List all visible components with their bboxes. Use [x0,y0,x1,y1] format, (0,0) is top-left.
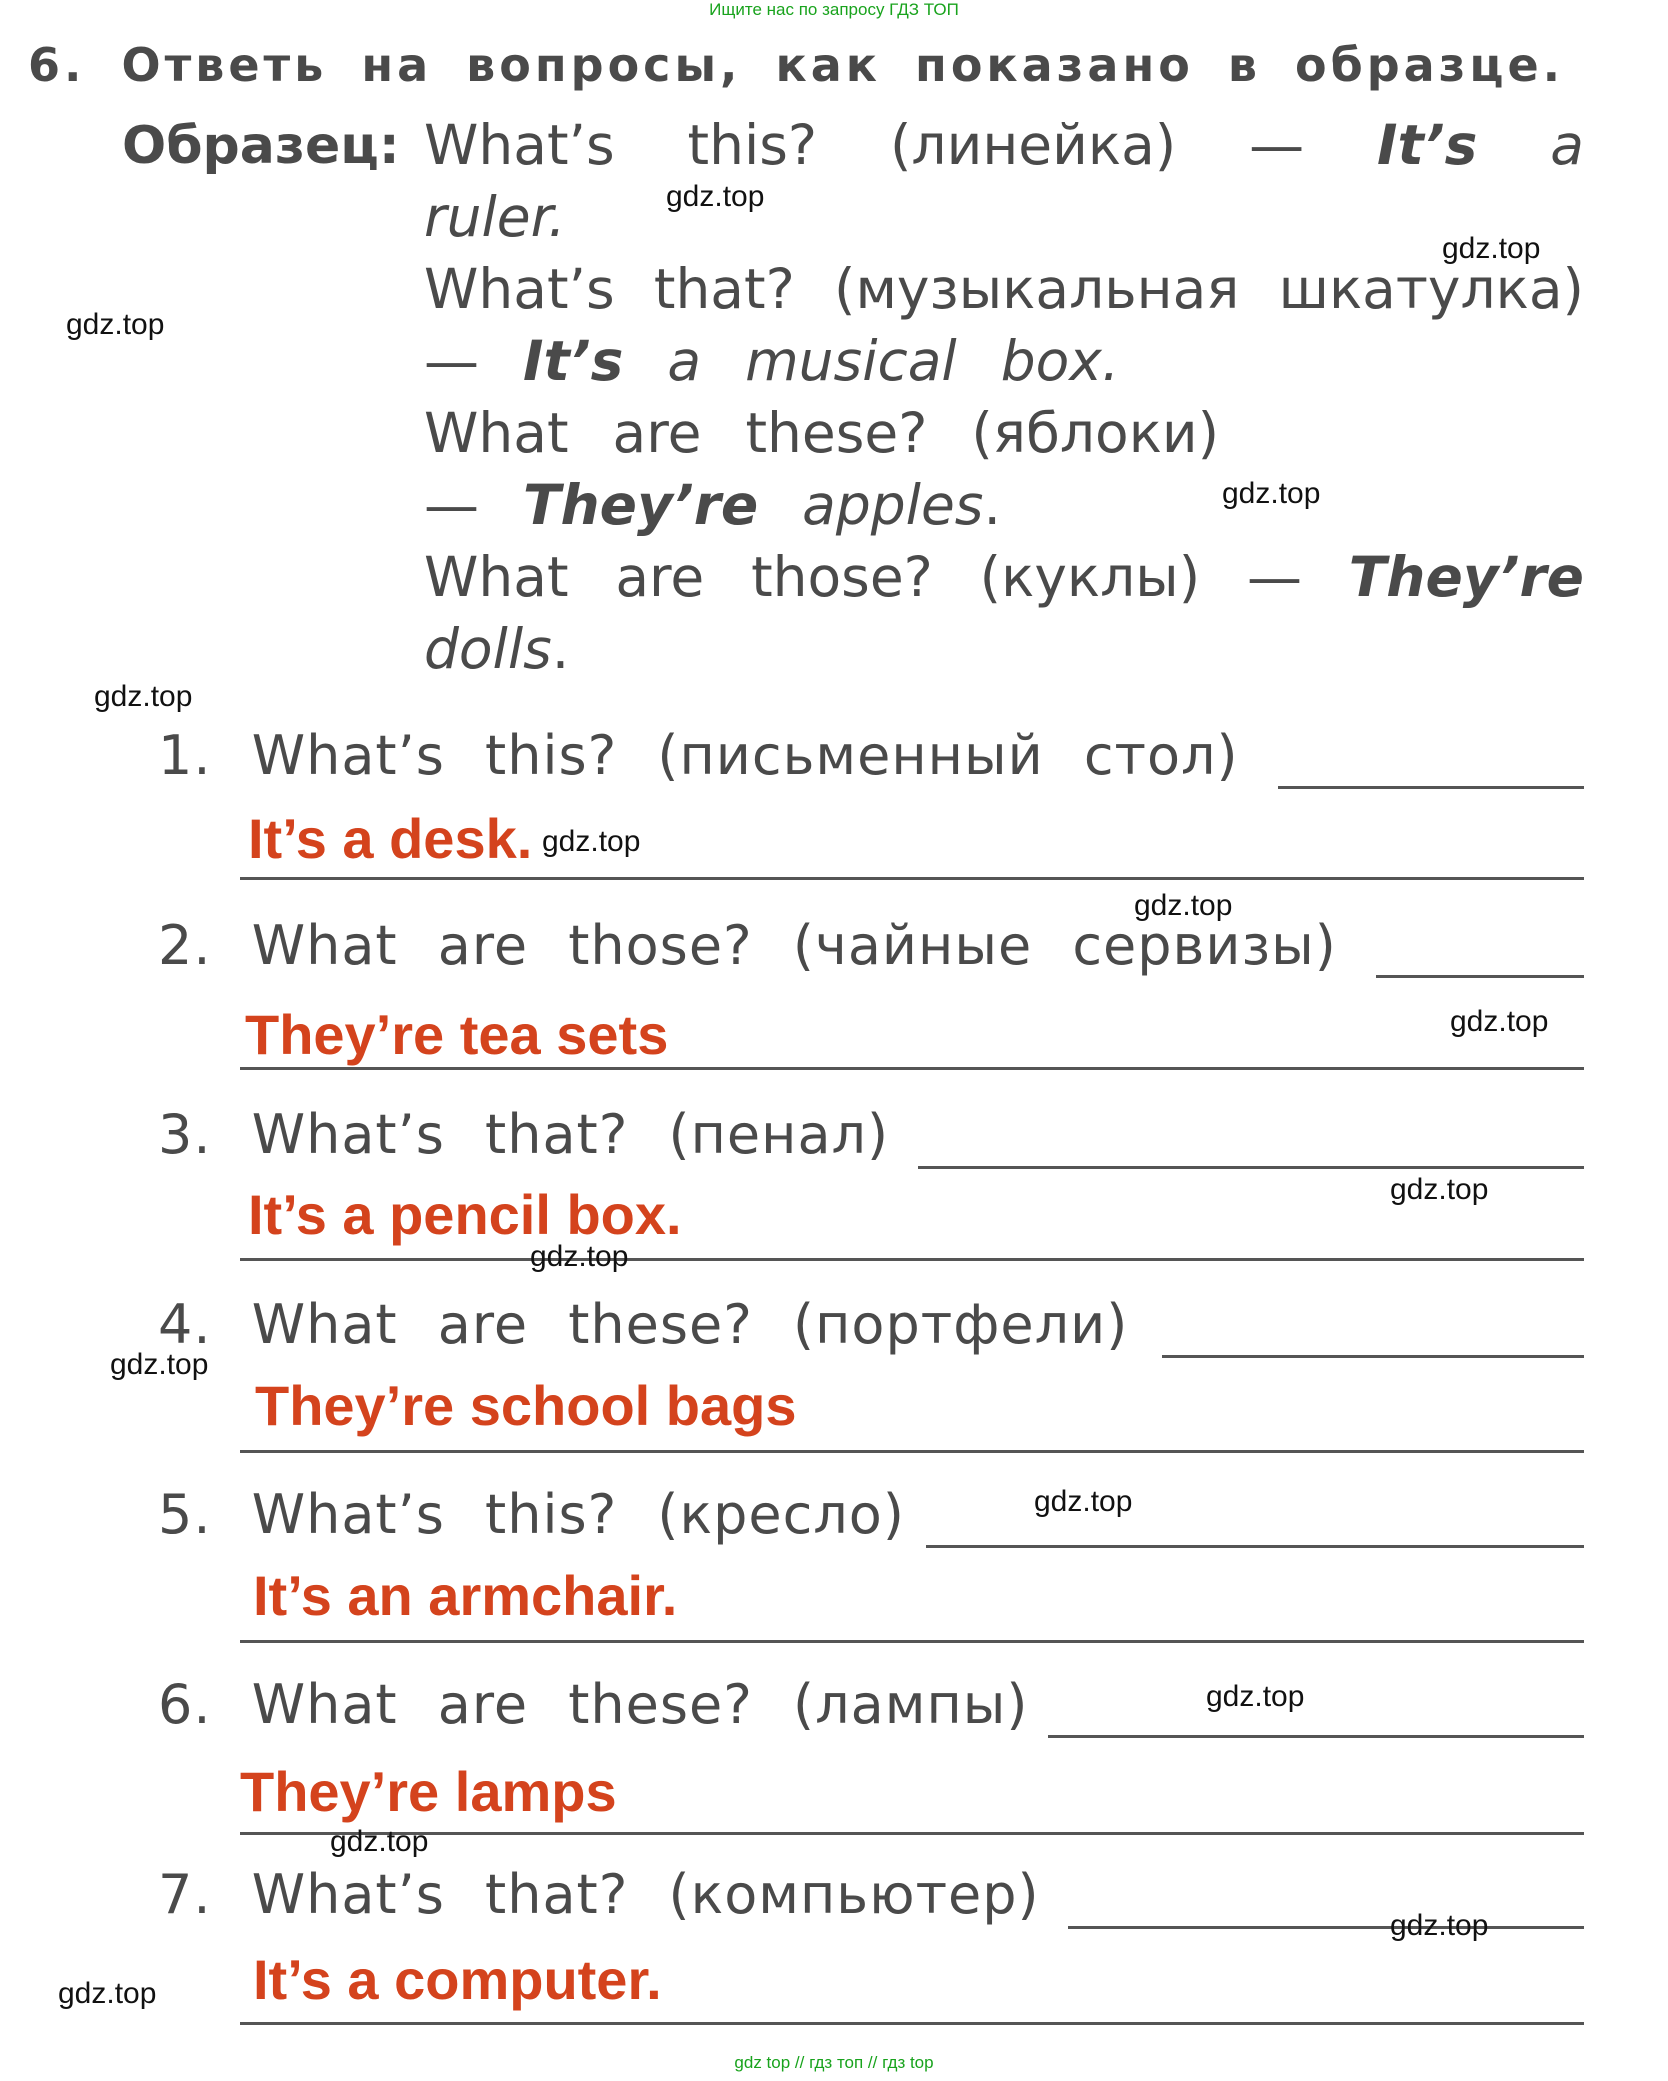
sample-word: What [424,545,569,609]
sample-word: They’re [1348,545,1584,609]
sample-word: — [1249,113,1305,177]
sample-line-7 [424,545,1584,609]
sample-word: apples [802,473,984,537]
question-number: 3. [158,1103,212,1166]
sample-punct: . [551,617,570,681]
answer-2: They’re tea sets [245,1003,669,1066]
sample-line-8 [424,617,1584,681]
answer-3: It’s a pencil box. [248,1183,682,1246]
sample-word: box. [1000,329,1120,393]
question-number: 7. [158,1863,212,1926]
watermark: gdz.top [1450,1005,1549,1038]
answer-7: It’s a computer. [253,1948,662,2011]
watermark: gdz.top [58,1977,157,2010]
sample-word: a [667,329,702,393]
sample-word: those? [751,545,933,609]
question-text: What’s that? (пенал) [251,1103,890,1166]
watermark: gdz.top [1222,477,1321,510]
question-6 [158,1673,1028,1736]
sample-word: It’s [523,329,624,393]
sample-word: What’s [424,257,615,321]
sample-word: They’re [523,473,759,537]
sample-word: this? [687,113,818,177]
sample-word: (линейка) [889,113,1177,177]
question-number: 2. [158,914,212,977]
question-3 [158,1103,889,1166]
question-number: 4. [158,1293,212,1356]
watermark: gdz.top [1134,889,1233,922]
sample-word: a [1550,113,1584,177]
answer-5: It’s an armchair. [253,1564,678,1627]
answer-line [240,2022,1584,2025]
sample-punct: . [983,473,1001,537]
question-number: 5. [158,1483,212,1546]
watermark: gdz.top [66,308,165,341]
answer-6: They’re lamps [240,1760,617,1823]
sample-word: these? [745,401,928,465]
watermark: gdz.top [1390,1173,1489,1206]
sample-word: are [612,401,702,465]
question-text: What are those? (чайные сервизы) [251,914,1337,977]
sample-word: (яблоки) [971,401,1220,465]
answer-4: They’re school bags [255,1374,797,1437]
question-2 [158,914,1337,977]
sample-line-3 [424,257,1584,321]
answer-line-short [1048,1735,1584,1738]
sample-word: ruler. [424,185,566,249]
watermark: gdz.top [1206,1680,1305,1713]
question-number: 1. [158,724,212,787]
sample-line-2 [424,185,1584,249]
sample-line-1 [424,113,1584,177]
watermark: gdz.top [542,825,641,858]
question-text: What’s that? (компьютер) [251,1863,1040,1926]
question-7 [158,1863,1040,1926]
sample-word: dolls [424,617,552,681]
sample-word: It’s [1377,113,1478,177]
answer-line-short [1376,975,1584,978]
sample-word: musical [745,329,957,393]
watermark: gdz.top [94,680,193,713]
sample-line-6 [424,473,1584,537]
watermark: gdz.top [1390,1909,1489,1942]
task-instruction: Ответь на вопросы, как показано в образце. [121,38,1565,92]
sample-word: — [424,329,479,393]
question-5 [158,1483,905,1546]
question-text: What’s this? (письменный стол) [251,724,1239,787]
sample-label: Образец: [122,116,400,176]
question-1 [158,724,1239,787]
watermark: gdz.top [110,1348,209,1381]
task-number: 6. [28,38,86,92]
question-text: What are these? (портфели) [251,1293,1129,1356]
watermark: gdz.top [330,1825,429,1858]
answer-line [240,1832,1584,1835]
answer-line-short [926,1545,1584,1548]
answer-line-short [1162,1355,1584,1358]
sample-line-5 [424,401,1584,465]
question-4 [158,1293,1128,1356]
sample-word: What’s [424,113,615,177]
watermark: gdz.top [1442,232,1541,265]
sample-word: (музыкальная [833,257,1240,321]
question-text: What are these? (лампы) [251,1673,1029,1736]
watermark: gdz.top [1034,1485,1133,1518]
top-banner: Ищите нас по запросу ГДЗ ТОП [709,0,959,19]
task-header [28,38,1564,92]
sample-word: — [1246,545,1302,609]
answer-line [240,1258,1584,1261]
sample-word: What [424,401,569,465]
answer-line [240,1450,1584,1453]
answer-line [240,1067,1584,1070]
answer-line [240,1640,1584,1643]
sample-word: are [615,545,705,609]
answer-line [240,877,1584,880]
answer-line-short [918,1166,1584,1169]
sample-word: that? [653,257,795,321]
answer-line-short [1278,786,1584,789]
sample-line-4 [424,329,1584,393]
watermark: gdz.top [530,1240,629,1273]
answer-line-short [1068,1926,1584,1929]
question-number: 6. [158,1673,212,1736]
bottom-banner: gdz top // гдз топ // гдз top [734,2053,934,2072]
question-text: What’s this? (кресло) [251,1483,905,1546]
sample-word: (куклы) [979,545,1201,609]
sample-word: — [424,473,479,537]
answer-1: It’s a desk. [248,807,533,870]
watermark: gdz.top [666,180,765,213]
sample-word: шкатулка) [1278,257,1584,321]
